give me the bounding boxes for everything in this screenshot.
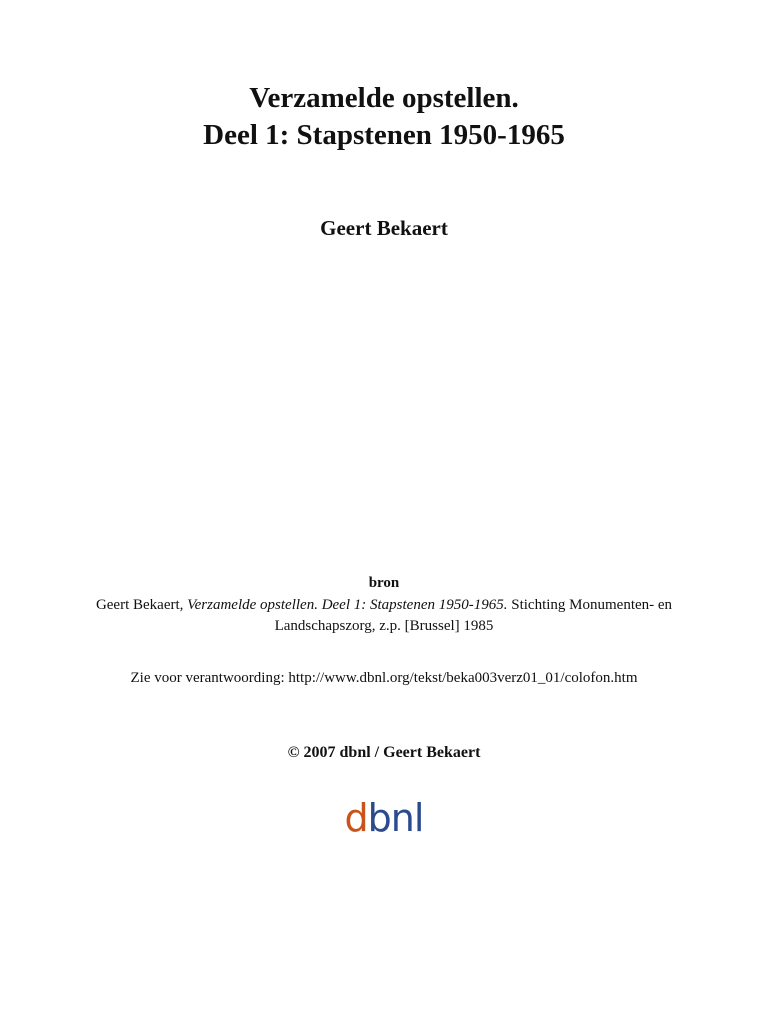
logo-letter-d: d [344, 796, 368, 840]
dbnl-logo [0, 795, 768, 841]
author-name: Geert Bekaert [320, 216, 448, 240]
source-citation [80, 595, 688, 637]
title-line-1: Verzamelde opstellen. [249, 82, 519, 114]
source-publisher: Stichting Monumenten- en Landschapszorg, z.p. [Brussel] 1985 [274, 597, 673, 634]
logo-letters-bnl: bnl [367, 796, 424, 840]
source-title: Verzamelde opstellen. Deel 1: Stapstenen 1950-1965. [187, 597, 508, 613]
document-title [0, 80, 768, 154]
source-author: Geert Bekaert, [95, 597, 188, 613]
verantwoording-link[interactable]: Zie voor verantwoording: http://www.dbnl.org/tekst/beka003verz01_01/colofon.htm [130, 670, 638, 686]
title-line-2: Deel 1: Stapstenen 1950-1965 [203, 119, 565, 151]
source-heading: bron [368, 575, 400, 591]
copyright-notice: © 2007 dbnl / Geert Bekaert [287, 744, 481, 761]
